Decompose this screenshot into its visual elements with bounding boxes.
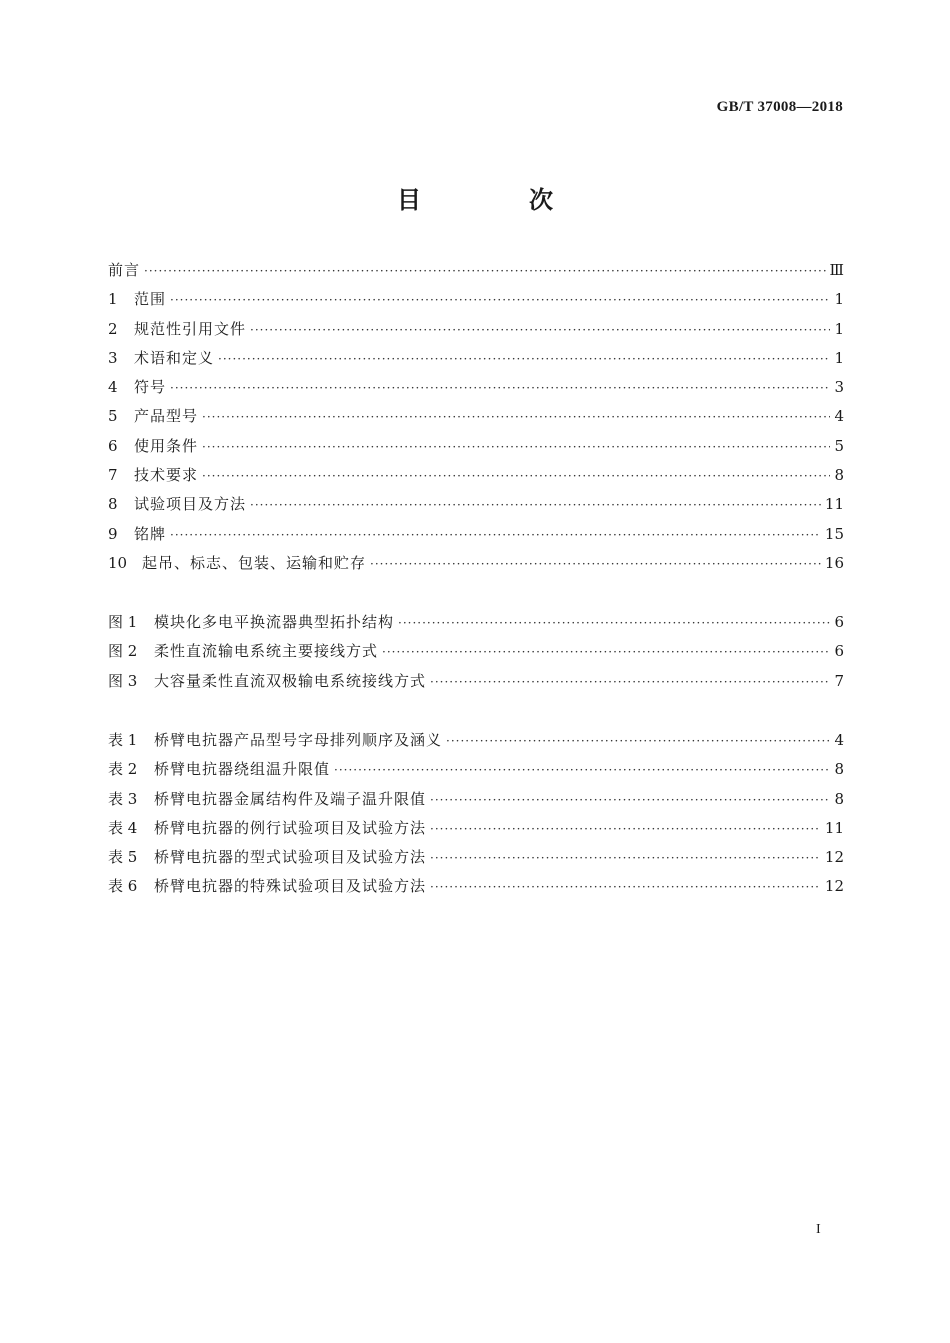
toc-entry-title: 术语和定义 (134, 348, 215, 367)
toc-entry-page: 3 (834, 378, 844, 397)
dot-leader (170, 374, 830, 403)
toc-entry (108, 814, 844, 843)
dot-leader (144, 257, 826, 286)
toc-entry (108, 373, 844, 402)
toc-entry-page: 1 (834, 319, 844, 338)
toc-entry (108, 402, 844, 431)
toc-entry (108, 344, 844, 373)
toc-entry-title: 桥臂电抗器的型式试验项目及试验方法 (154, 848, 427, 867)
toc-entry-page: 8 (834, 789, 844, 808)
toc-entry-number: 5 (108, 407, 118, 426)
toc-entry-title: 范围 (134, 290, 167, 309)
toc-entry-title: 桥臂电抗器绕组温升限值 (154, 760, 331, 779)
toc-entry-page: 6 (834, 642, 844, 661)
toc-entry-title: 桥臂电抗器金属结构件及端子温升限值 (154, 789, 427, 808)
dot-leader (370, 550, 821, 579)
toc-tables (108, 726, 844, 902)
page-title: 目 次 (397, 185, 595, 214)
toc-entry (108, 549, 844, 578)
toc-entry (108, 608, 844, 637)
toc-entry-title: 规范性引用文件 (134, 319, 247, 338)
toc-entry (108, 256, 844, 285)
toc-entry-title: 桥臂电抗器的特殊试验项目及试验方法 (154, 877, 427, 896)
toc-entry-title: 使用条件 (134, 436, 199, 455)
toc-entry (108, 755, 844, 784)
toc-entry-title: 试验项目及方法 (134, 495, 247, 514)
toc-entry-number: 3 (108, 348, 118, 367)
dot-leader (202, 433, 830, 462)
toc-figures (108, 608, 844, 696)
toc-entry-number: 表 6 (108, 877, 138, 896)
toc-entry (108, 726, 844, 755)
toc-entry-number: 2 (108, 319, 118, 338)
toc-entry-page: 4 (834, 731, 844, 749)
toc-entry (108, 637, 844, 666)
dot-leader (250, 316, 830, 345)
dot-leader (430, 668, 830, 697)
dot-leader (250, 491, 821, 520)
toc-entry-page: 11 (824, 818, 844, 837)
dot-leader (398, 609, 830, 638)
toc-entry-page: 12 (824, 848, 844, 867)
toc-entry-title: 起吊、标志、包装、运输和贮存 (142, 553, 367, 572)
toc-entry-page: 6 (834, 613, 844, 631)
toc-entry-number: 图 3 (108, 671, 138, 690)
dot-leader (382, 638, 830, 667)
dot-leader (170, 286, 830, 315)
dot-leader (430, 815, 821, 844)
dot-leader (430, 786, 830, 815)
dot-leader (446, 727, 830, 756)
toc-entry-page: 1 (834, 290, 844, 309)
toc-entry-title: 铭牌 (134, 524, 167, 543)
toc-entry-page: 4 (834, 407, 844, 426)
toc-entry-title: 产品型号 (134, 407, 199, 426)
toc-entry-page: 7 (834, 671, 844, 690)
toc-entry-number: 图 1 (108, 613, 138, 631)
toc-entry-number: 10 (108, 553, 128, 572)
toc-entry-page: 16 (824, 553, 844, 572)
toc-entry-page: 8 (834, 760, 844, 779)
toc-entry-title: 桥臂电抗器的例行试验项目及试验方法 (154, 818, 427, 837)
toc-entry-page: 11 (824, 495, 844, 514)
toc-entry-title: 桥臂电抗器产品型号字母排列顺序及涵义 (154, 731, 443, 749)
toc-entry-number: 表 5 (108, 848, 138, 867)
toc-entry-number: 表 1 (108, 731, 138, 749)
toc-entry (108, 520, 844, 549)
dot-leader (430, 873, 821, 902)
toc-entry-page: 12 (824, 877, 844, 896)
toc-entry-number: 表 3 (108, 789, 138, 808)
toc-entry-page: 5 (834, 436, 844, 455)
toc-entry (108, 285, 844, 314)
dot-leader (202, 403, 830, 432)
toc-entry (108, 872, 844, 901)
toc-entry (108, 461, 844, 490)
toc-entry (108, 785, 844, 814)
toc-entry (108, 315, 844, 344)
toc-entry-title: 大容量柔性直流双极输电系统接线方式 (154, 671, 427, 690)
toc-entry (108, 843, 844, 872)
dot-leader (334, 756, 830, 785)
toc-entry-number: 4 (108, 378, 118, 397)
toc-entry-number: 9 (108, 524, 118, 543)
toc-entry-page: 1 (834, 348, 844, 367)
toc-entry-title: 符号 (134, 378, 167, 397)
dot-leader (218, 345, 830, 374)
toc-sections (108, 256, 844, 578)
toc-entry-title: 模块化多电平换流器典型拓扑结构 (154, 613, 395, 631)
toc-entry-title: 柔性直流输电系统主要接线方式 (154, 642, 379, 661)
dot-leader (430, 844, 821, 873)
toc-entry (108, 432, 844, 461)
dot-leader (170, 521, 821, 550)
standard-code: GB/T 37008—2018 (716, 99, 843, 115)
toc-entry-page: Ⅲ (829, 261, 844, 279)
toc-entry-number: 7 (108, 466, 118, 485)
toc-entry-number: 图 2 (108, 642, 138, 661)
toc-entry (108, 667, 844, 696)
toc-entry-number: 8 (108, 495, 118, 514)
toc-entry-title: 技术要求 (134, 466, 199, 485)
toc-entry-page: 8 (834, 466, 844, 485)
toc-entry-number: 表 2 (108, 760, 138, 779)
dot-leader (202, 462, 830, 491)
toc-entry-page: 15 (824, 524, 844, 543)
page-folio: I (816, 1222, 821, 1237)
toc-entry-number: 1 (108, 290, 118, 309)
toc-entry (108, 490, 844, 519)
toc-entry-number: 6 (108, 436, 118, 455)
toc-entry-number: 表 4 (108, 818, 138, 837)
toc-entry-title: 前言 (108, 261, 141, 279)
